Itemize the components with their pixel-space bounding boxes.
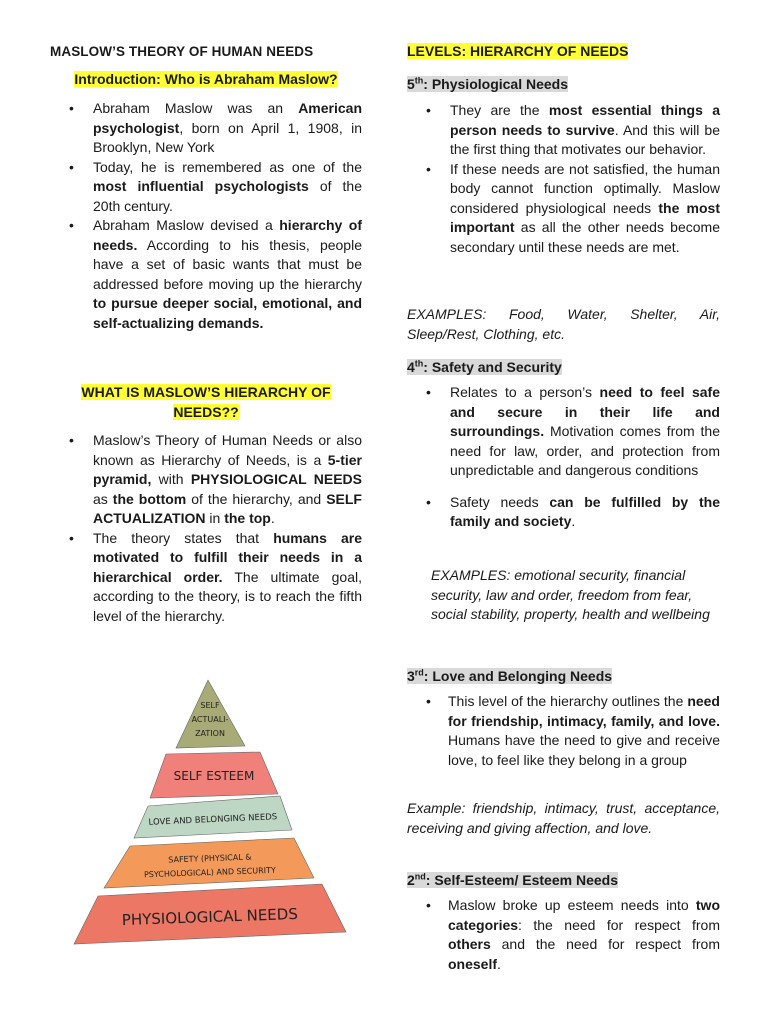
intro-heading-text: Introduction: Who is Abraham Maslow? bbox=[74, 71, 338, 87]
level4-examples: EXAMPLES: emotional security, financial security, law and order, freedom from fear, social stability, property, health and wellbeing bbox=[431, 567, 710, 622]
section2-heading bbox=[50, 382, 362, 422]
level5-examples: EXAMPLES: Food, Water, Shelter, Air, Sleep/Rest, Clothing, etc. bbox=[407, 306, 720, 342]
level3-heading: 3rd: Love and Belonging Needs bbox=[407, 667, 613, 684]
level3-list-container bbox=[407, 692, 720, 770]
pyramid-tier3-label: LOVE AND BELONGING NEEDS bbox=[148, 812, 278, 828]
level5-heading: 5th: Physiological Needs bbox=[407, 75, 569, 92]
list-item: • Abraham Maslow was an American psychologist, born on April 1, 1908, in Brooklyn, New York bbox=[50, 99, 362, 158]
list-item: • Maslow broke up esteem needs into two categories: the need for respect from others and the need for respect from oneself. bbox=[407, 896, 720, 974]
level3-bullets bbox=[407, 692, 720, 770]
levels-heading bbox=[407, 43, 720, 59]
list-item: • They are the most essential things a person needs to survive. And this will be the first thing that motivates our behavior. bbox=[407, 101, 720, 160]
list-item: • Today, he is remembered as one of the most influential psychologists of the 20th century. bbox=[50, 158, 362, 217]
level3-examples: Example: friendship, intimacy, trust, acceptance, receiving and giving affection, and love. bbox=[407, 800, 720, 836]
level4-bullets bbox=[407, 383, 720, 532]
pyramid-tier5-line2: ACTUALI- bbox=[191, 715, 229, 724]
pyramid-tier5-line3: ZATION bbox=[195, 729, 225, 738]
level5-bullets bbox=[407, 101, 720, 257]
levels-heading-text: LEVELS: HIERARCHY OF NEEDS bbox=[407, 43, 629, 59]
pyramid-tier2-line2: PSYCHOLOGICAL) AND SECURITY bbox=[143, 865, 276, 880]
hierarchy-pyramid bbox=[70, 678, 350, 948]
level2-bullets bbox=[407, 896, 720, 974]
list-item: • If these needs are not satisfied, the human body cannot function optimally. Maslow considered physiological needs the most important as all the other needs become secondary until these needs are met. bbox=[407, 160, 720, 258]
pyramid-tier4-label: SELF ESTEEM bbox=[173, 769, 255, 783]
intro-bullets bbox=[50, 99, 362, 333]
list-item: • Relates to a person’s need to feel safe and secure in their life and surroundings. Motivation comes from the need for law, order, and protection from unpredictable and dangerous conditions bbox=[407, 383, 720, 481]
intro-heading bbox=[50, 71, 362, 87]
level5-list-container bbox=[407, 101, 720, 257]
section2-list-container bbox=[50, 431, 362, 626]
list-item: • Maslow’s Theory of Human Needs or also known as Hierarchy of Needs, is a 5-tier pyramid, with PHYSIOLOGICAL NEEDS as the bottom of the hierarchy, and SELF ACTUALIZATION in the top. bbox=[50, 431, 362, 529]
level2-list-container bbox=[407, 896, 720, 974]
section2-bullets bbox=[50, 431, 362, 626]
level4-heading: 4th: Safety and Security bbox=[407, 358, 562, 375]
level4-list-container bbox=[407, 383, 720, 532]
list-item: • The theory states that humans are motivated to fulfill their needs in a hierarchical order. The ultimate goal, according to the theory, is to reach the fifth level of the hierarchy. bbox=[50, 529, 362, 627]
level2-heading: 2nd: Self-Esteem/ Esteem Needs bbox=[407, 871, 618, 888]
page-title: MASLOW’S THEORY OF HUMAN NEEDS bbox=[50, 44, 314, 59]
list-item: • Safety needs can be fulfilled by the family and society. bbox=[407, 493, 720, 532]
pyramid-tier5-line1: SELF bbox=[200, 701, 220, 710]
list-item: • This level of the hierarchy outlines the need for friendship, intimacy, family, and love. Humans have the need to give and receive love, to feel like they belong in a group bbox=[407, 692, 720, 770]
list-item: • Abraham Maslow devised a hierarchy of needs. According to his thesis, people have a set of basic wants that must be addressed before moving up the hierarchy to pursue deeper social, emotional, and self-actualizing demands. bbox=[50, 216, 362, 333]
pyramid-tier1-label: PHYSIOLOGICAL NEEDS bbox=[121, 904, 299, 930]
pyramid-tier2-line1: SAFETY (PHYSICAL & bbox=[168, 852, 252, 865]
section2-heading-text: WHAT IS MASLOW’S HIERARCHY OF NEEDS?? bbox=[81, 384, 331, 420]
intro-list-container bbox=[50, 99, 362, 333]
